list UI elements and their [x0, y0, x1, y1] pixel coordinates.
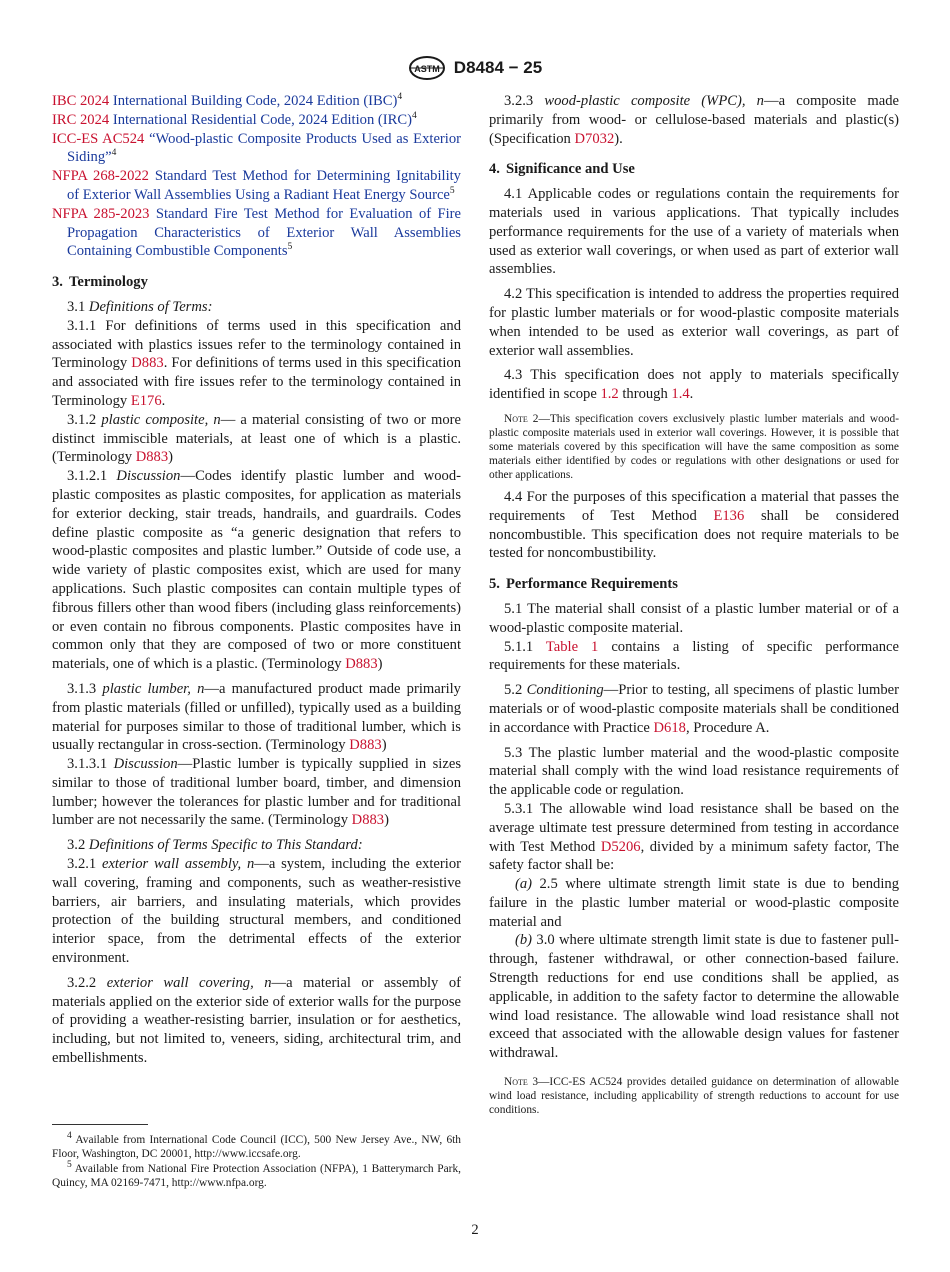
link-1-4[interactable]: 1.4 [671, 386, 690, 403]
footnote-marker: 4 [111, 148, 117, 159]
ref-code[interactable]: IRC 2024 [52, 111, 110, 128]
link-d7032[interactable]: D7032 [574, 130, 615, 147]
paragraph-3-1: 3.1 Definitions of Terms: [67, 298, 213, 315]
ref-title[interactable]: “Wood-plastic Composite Products Used as Exterior Siding” [67, 130, 461, 166]
paragraph-5-2: 5.2 Conditioning—Prior to testing, all specimens of plastic lumber materials or of wood-plastic composite materials shall be conditioned in accordance with Practice D618, Procedure A. [489, 682, 899, 736]
paragraph-5-1-1: 5.1.1 Table 1 contains a listing of specific performance requirements for these materials. [489, 638, 899, 674]
link-table-1[interactable]: Table 1 [545, 638, 599, 655]
paragraph-4-4: 4.4 For the purposes of this specification a material that passes the requirements of Test Method E136 shall be considered noncombustible. This specification does not require materials to be tested for noncombustibility. [489, 488, 899, 562]
footnote-marker: 4 [397, 92, 403, 103]
item-b: (b) 3.0 where ultimate strength limit state is due to fastener pull-through, fastener withdrawal, or other connection-based failure. Strength reductions for end use conditions shall be applied, as applicable, in addition to the safety factor to determine the allowable wind load resistance. The allowable wind load resistance shall not exceed that associated with the allowable design values for fastener withdrawal. [489, 932, 899, 1062]
ref-code[interactable]: NFPA 268-2022 [52, 168, 149, 185]
note-2: Note 2—This specification covers exclusively plastic lumber materials and wood-plastic composite materials used in exterior wall coverings. However, it is possible that some materials covered by this specification will have the same composition as some materials either identified by codes or regulations with other designations or used for other applications. [489, 412, 899, 481]
item-a: (a) 2.5 where ultimate strength limit state is due to bending failure in the plastic lumber material or wood-plastic composite material and [489, 876, 899, 930]
paragraph-3-1-1: 3.1.1 For definitions of terms used in this specification and associated with plastics issues refer to the terminology contained in Terminology D883. For definitions of terms used in this specification and associated with fire issues refer to the terminology contained in Terminology E176. [52, 317, 462, 409]
section-heading-performance: 5. Performance Requirements [489, 576, 678, 593]
link-d883[interactable]: D883 [131, 355, 164, 372]
section-heading-terminology: 3. Terminology [52, 274, 148, 291]
footnote-4: $^4$ Available from International Code Council (ICC), 500 New Jersey Ave., NW, 6th Floor, Washington, DC 20001, http://www.iccsafe.org. [52, 1131, 461, 1161]
ref-title[interactable]: International Building Code, 2024 Edition (IBC) [112, 93, 398, 109]
paragraph-3-1-2: 3.1.2 plastic composite, n— a material consisting of two or more distinct immiscible materials, at least one of which is a plastic. (Terminology D883) [52, 411, 461, 466]
paragraph-5-3: 5.3 The plastic lumber material and the wood-plastic composite material shall comply with the wind load resistance requirements of the applicable code or regulation. [489, 744, 899, 799]
link-d883[interactable]: D883 [345, 656, 378, 673]
link-e136[interactable]: E136 [713, 507, 745, 524]
reference-item [52, 92, 461, 111]
left-column [52, 92, 461, 1068]
footnote-5: $^5$ Available from National Fire Protection Association (NFPA), 1 Batterymarch Park, Quincy, MA 02169-7471, http://www.nfpa.org. [52, 1160, 461, 1190]
link-d5206[interactable]: D5206 [600, 838, 641, 855]
paragraph-3-2-3: 3.2.3 wood-plastic composite (WPC), n—a composite made primarily from wood- or cellulose-based materials and plastic(s) (Specification D7032). [489, 93, 899, 147]
ref-title[interactable]: International Residential Code, 2024 Edition (IRC) [112, 111, 412, 128]
reference-item [52, 167, 461, 205]
paragraph-4-2: 4.2 This specification is intended to address the properties required for plastic lumber materials or for wood-plastic composite materials when intended to be used as exterior wall coverings, as part of exterior wall assemblies. [489, 286, 899, 359]
paragraph-3-1-3: 3.1.3 plastic lumber, n—a manufactured product made primarily from plastic materials (filled or unfilled), typically used as a building material for purposes similar to those of traditional lumber, which is usually rectangular in cross-section. (Terminology D883) [52, 680, 461, 754]
link-d883[interactable]: D883 [349, 737, 382, 754]
link-e176[interactable]: E176 [130, 392, 162, 409]
reference-item [52, 205, 461, 261]
link-d883[interactable]: D883 [135, 449, 169, 466]
logo-text: ASTM [414, 64, 440, 74]
designation: D8484 − 25 [453, 58, 543, 77]
page-number: 2 [471, 1222, 479, 1238]
link-d618[interactable]: D618 [653, 719, 686, 736]
right-column [489, 92, 899, 1117]
footnote-marker: 5 [449, 186, 455, 197]
paragraph-5-3-1: 5.3.1 The allowable wind load resistance shall be based on the average ultimate test pressure determined from testing in accordance with Test Method D5206, divided by a minimum safety factor, The safety factor shall be: [489, 800, 899, 874]
reference-item [52, 111, 461, 130]
astm-logo-icon [408, 55, 446, 81]
ref-title[interactable]: Standard Test Method for Determining Ignitability of Exterior Wall Assemblies Using a Radiant Heat Energy Source [67, 168, 461, 203]
page-header [0, 55, 950, 81]
paragraph-4-3: 4.3 This specification does not apply to materials specifically identified in scope 1.2 through 1.4. [489, 367, 899, 403]
note-3: Note 3—ICC-ES AC524 provides detailed guidance on determination of allowable wind load resistance, including applicability of strength reductions to account for use conditions. [489, 1076, 899, 1117]
footnote-marker: 5 [287, 242, 293, 253]
ref-title[interactable]: Standard Fire Test Method for Evaluation of Fire Propagation Characteristics of Exterior Wall Assemblies Containing Combustible Components [67, 205, 461, 260]
reference-item [52, 130, 461, 168]
ref-code[interactable]: NFPA 285-2023 [52, 205, 150, 222]
paragraph-3-1-3-1: 3.1.3.1 Discussion—Plastic lumber is typically supplied in sizes similar to those of traditional lumber board, timber, and dimension lumber; however the tolerances for plastic lumber and for traditional lumber are not necessarily the same. (Terminology D883) [52, 756, 461, 829]
footnote-rule [52, 1124, 148, 1125]
footnote-marker: 4 [411, 110, 417, 121]
paragraph-3-2-1: 3.2.1 exterior wall assembly, n—a system, including the exterior wall covering, framing and components, such as weather-resistive barriers, air barriers, and insulating materials, which provides protection of the building structural members, and conditioned interior space, from the detrimental effects of the exterior environment. [52, 856, 461, 967]
section-heading-significance: 4. Significance and Use [489, 161, 635, 178]
paragraph-4-1: 4.1 Applicable codes or regulations contain the requirements for materials used in various applications. That typically includes performance requirements for the use of a variety of materials when used as exterior wall coverings, or when used as part of exterior wall assemblies. [489, 186, 899, 278]
ref-code[interactable]: IBC 2024 [52, 93, 110, 109]
paragraph-5-1: 5.1 The material shall consist of a plastic lumber material or of a wood-plastic composite material. [489, 600, 899, 636]
link-1-2[interactable]: 1.2 [600, 386, 619, 403]
paragraph-3-1-2-1: 3.1.2.1 Discussion—Codes identify plastic lumber and wood-plastic composites as plastic composites, for application as materials for exterior decking, stair treads, handrails, and guardrails. Codes define plastic composite as “a generic designation that refers to wood-plastic composites and plastic lumber.” Outside of code use, a wide variety of plastic composites exist, which are used for many applications. Such plastic composites can contain multiple types of fibrous fillers other than wood fibers (including glass reinforcements) or even contain no fibrous components. Plastic composites have in common only that they are composed of two or more constituent materials, one of which is a plastic. (Terminology D883) [52, 468, 461, 673]
ref-code[interactable]: ICC-ES AC524 [52, 130, 145, 147]
paragraph-3-2: 3.2 Definitions of Terms Specific to This Standard: [67, 837, 363, 854]
link-d883[interactable]: D883 [351, 812, 385, 829]
paragraph-3-2-2: 3.2.2 exterior wall covering, n—a material or assembly of materials applied on the exterior side of exterior walls for the purpose of providing a weather-resisting barrier, insulation or for aesthetics, including, but not limited to, veneers, siding, architectural trim, and embellishments. [52, 974, 461, 1067]
